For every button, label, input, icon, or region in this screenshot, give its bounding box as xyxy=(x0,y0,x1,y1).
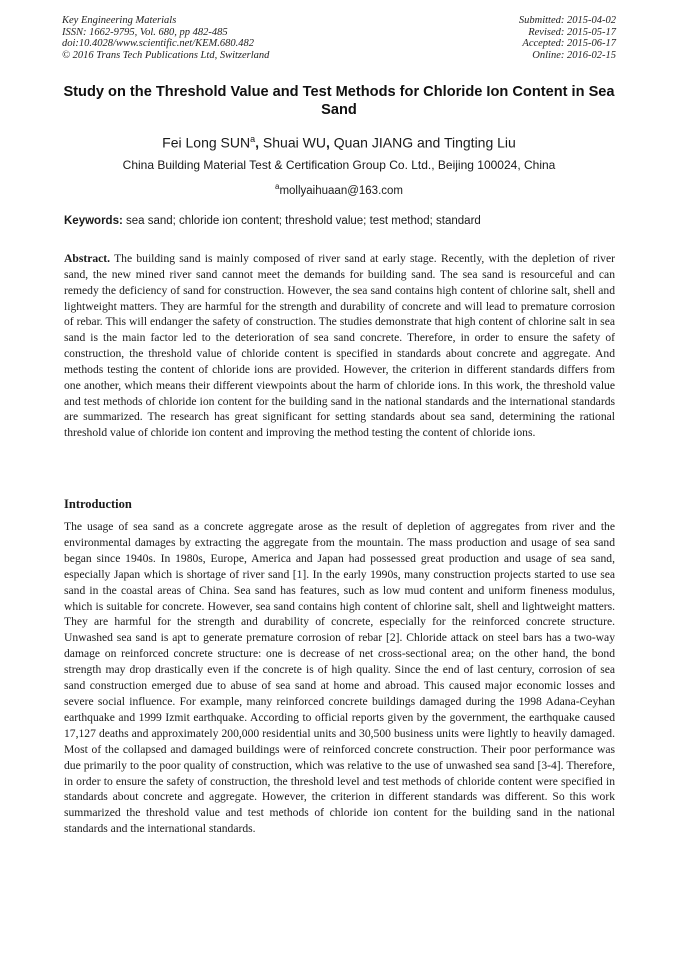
keywords-label: Keywords: xyxy=(64,215,123,227)
journal-copyright: © 2016 Trans Tech Publications Ltd, Switzerland xyxy=(62,49,270,61)
submitted-date: Submitted: 2015-04-02 xyxy=(518,15,616,26)
abstract-text: The building sand is mainly composed of river sand at early stage. Recently, with the depletion of river sand, the new mined river sand cannot meet the demands for building sand. The sea sand is resourceful and can remedy the deficiency of sand for construction. However, the sea sand contains high content of chlorine salt, shell and lightweight matters. They are harmful for the strength and durability of concrete and will lead to premature corrosion of rebar. This will endanger the safety of construction. The studies demonstrate that high content of chlorine salt in sea sand is the main factor led to the deterioration of sea sand concrete. Therefore, in order to ensure the safety of construction, the threshold value of chloride content is specified in standards about concrete and aggregate. And methods testing the content of chloride ions are provided. However, the criterion in different standards differs from one another, which means their different viewpoints about the harm of chloride ions. In this work, the threshold value and test methods of chloride ion content for the building sand in the national standards and the international standards are summarized. The research has great significant for setting standards about sea sand, determining the rational threshold value of chloride ion content and improving the method testing the content of chloride ions. xyxy=(64,252,615,440)
journal-header-left xyxy=(62,15,269,61)
introduction-paragraph: The usage of sea sand as a concrete aggregate arose as the result of depletion of aggregates from river and the environmental damages by extracting the aggregate from the mountain. The mass production and usage of sea sand began since 1940s. In 1980s, Europe, America and Japan had possessed great production and usage of sea sand, especially Japan which is shortage of river sand [1]. In the early 1990s, many construction projects started to use sea sand in the coastal areas of China. Sea sand has features, such as low mud content and uniform fineness modulus, which is suitable for concrete. However, sea sand contains high content of chlorine salt, shell and lightweight matters. They are harmful for the strength and durability of concrete, especially for the reinforced concrete structure. Unwashed sea sand is apt to generate premature corrosion of rebar [2]. Chloride attack on steel bars has a two-way damage on reinforced concrete structure: one is decrease of net cross-sectional area; on the other hand, the bond strength may drop drastically even if the concrete is of high quality. Since the end of last century, corrosion of sea sand construction emerged due to abuse of sea sand at home and abroad. This caused major economic losses and severe social influence. For example, many reinforced concrete buildings damaged during the 1998 Adana-Ceyhan earthquake and 1999 Izmit earthquake. According to official reports given by the government, the earthquake caused 17,127 deaths and approximately 200,000 residential units and 30,500 business units were lightly to heavily damaged. Most of the collapsed and damaged buildings were of reinforced concrete construction. Their poor performance was due primarily to the poor quality of construction, which was relative to the use of unwashed sea sand [3-4]. Therefore, in order to ensure the safety of construction, the threshold level and test methods of chloride content were specified in standards about concrete and aggregate. However, the criterion in different standards was different. So this work summarized the threshold value and test methods of chloride ion content for the building sand in the national standards and the international standards. xyxy=(64,520,615,836)
online-date: Online: 2016-02-15 xyxy=(532,49,616,61)
journal-header-right xyxy=(519,15,616,61)
author-separator-1: , xyxy=(255,134,263,151)
paper-title: Study on the Threshold Value and Test Methods for Chloride Ion Content in Sea Sand xyxy=(63,84,615,118)
author-1: Fei Long SUN xyxy=(162,134,251,151)
author-email xyxy=(60,179,618,199)
keywords-text: sea sand; chloride ion content; threshold value; test method; standard xyxy=(122,215,481,227)
keywords xyxy=(64,214,616,229)
journal-issn: ISSN: 1662-9795, Vol. 680, pp 482-485 xyxy=(62,26,228,38)
journal-name: Key Engineering Materials xyxy=(62,15,177,26)
introduction-heading: Introduction xyxy=(64,497,132,511)
journal-doi: doi:10.4028/www.scientific.net/KEM.680.482 xyxy=(62,38,254,50)
author-3-and-4: Quan JIANG and Tingting Liu xyxy=(333,134,516,151)
email-mark: a xyxy=(275,182,280,191)
author-affiliation: China Building Material Test & Certification Group Co. Ltd., Beijing 100024, China xyxy=(122,158,556,172)
author-1-affiliation-mark: a xyxy=(250,134,256,144)
revised-date: Revised: 2015-05-17 xyxy=(528,26,616,38)
abstract-label: Abstract. xyxy=(64,252,111,265)
author-separator-2: , xyxy=(325,134,334,151)
abstract xyxy=(64,251,615,441)
email-address: mollyaihuaan@163.com xyxy=(279,184,403,197)
accepted-date: Accepted: 2015-06-17 xyxy=(522,38,616,50)
author-2: Shuai WU xyxy=(262,134,326,151)
author-list xyxy=(60,130,618,152)
